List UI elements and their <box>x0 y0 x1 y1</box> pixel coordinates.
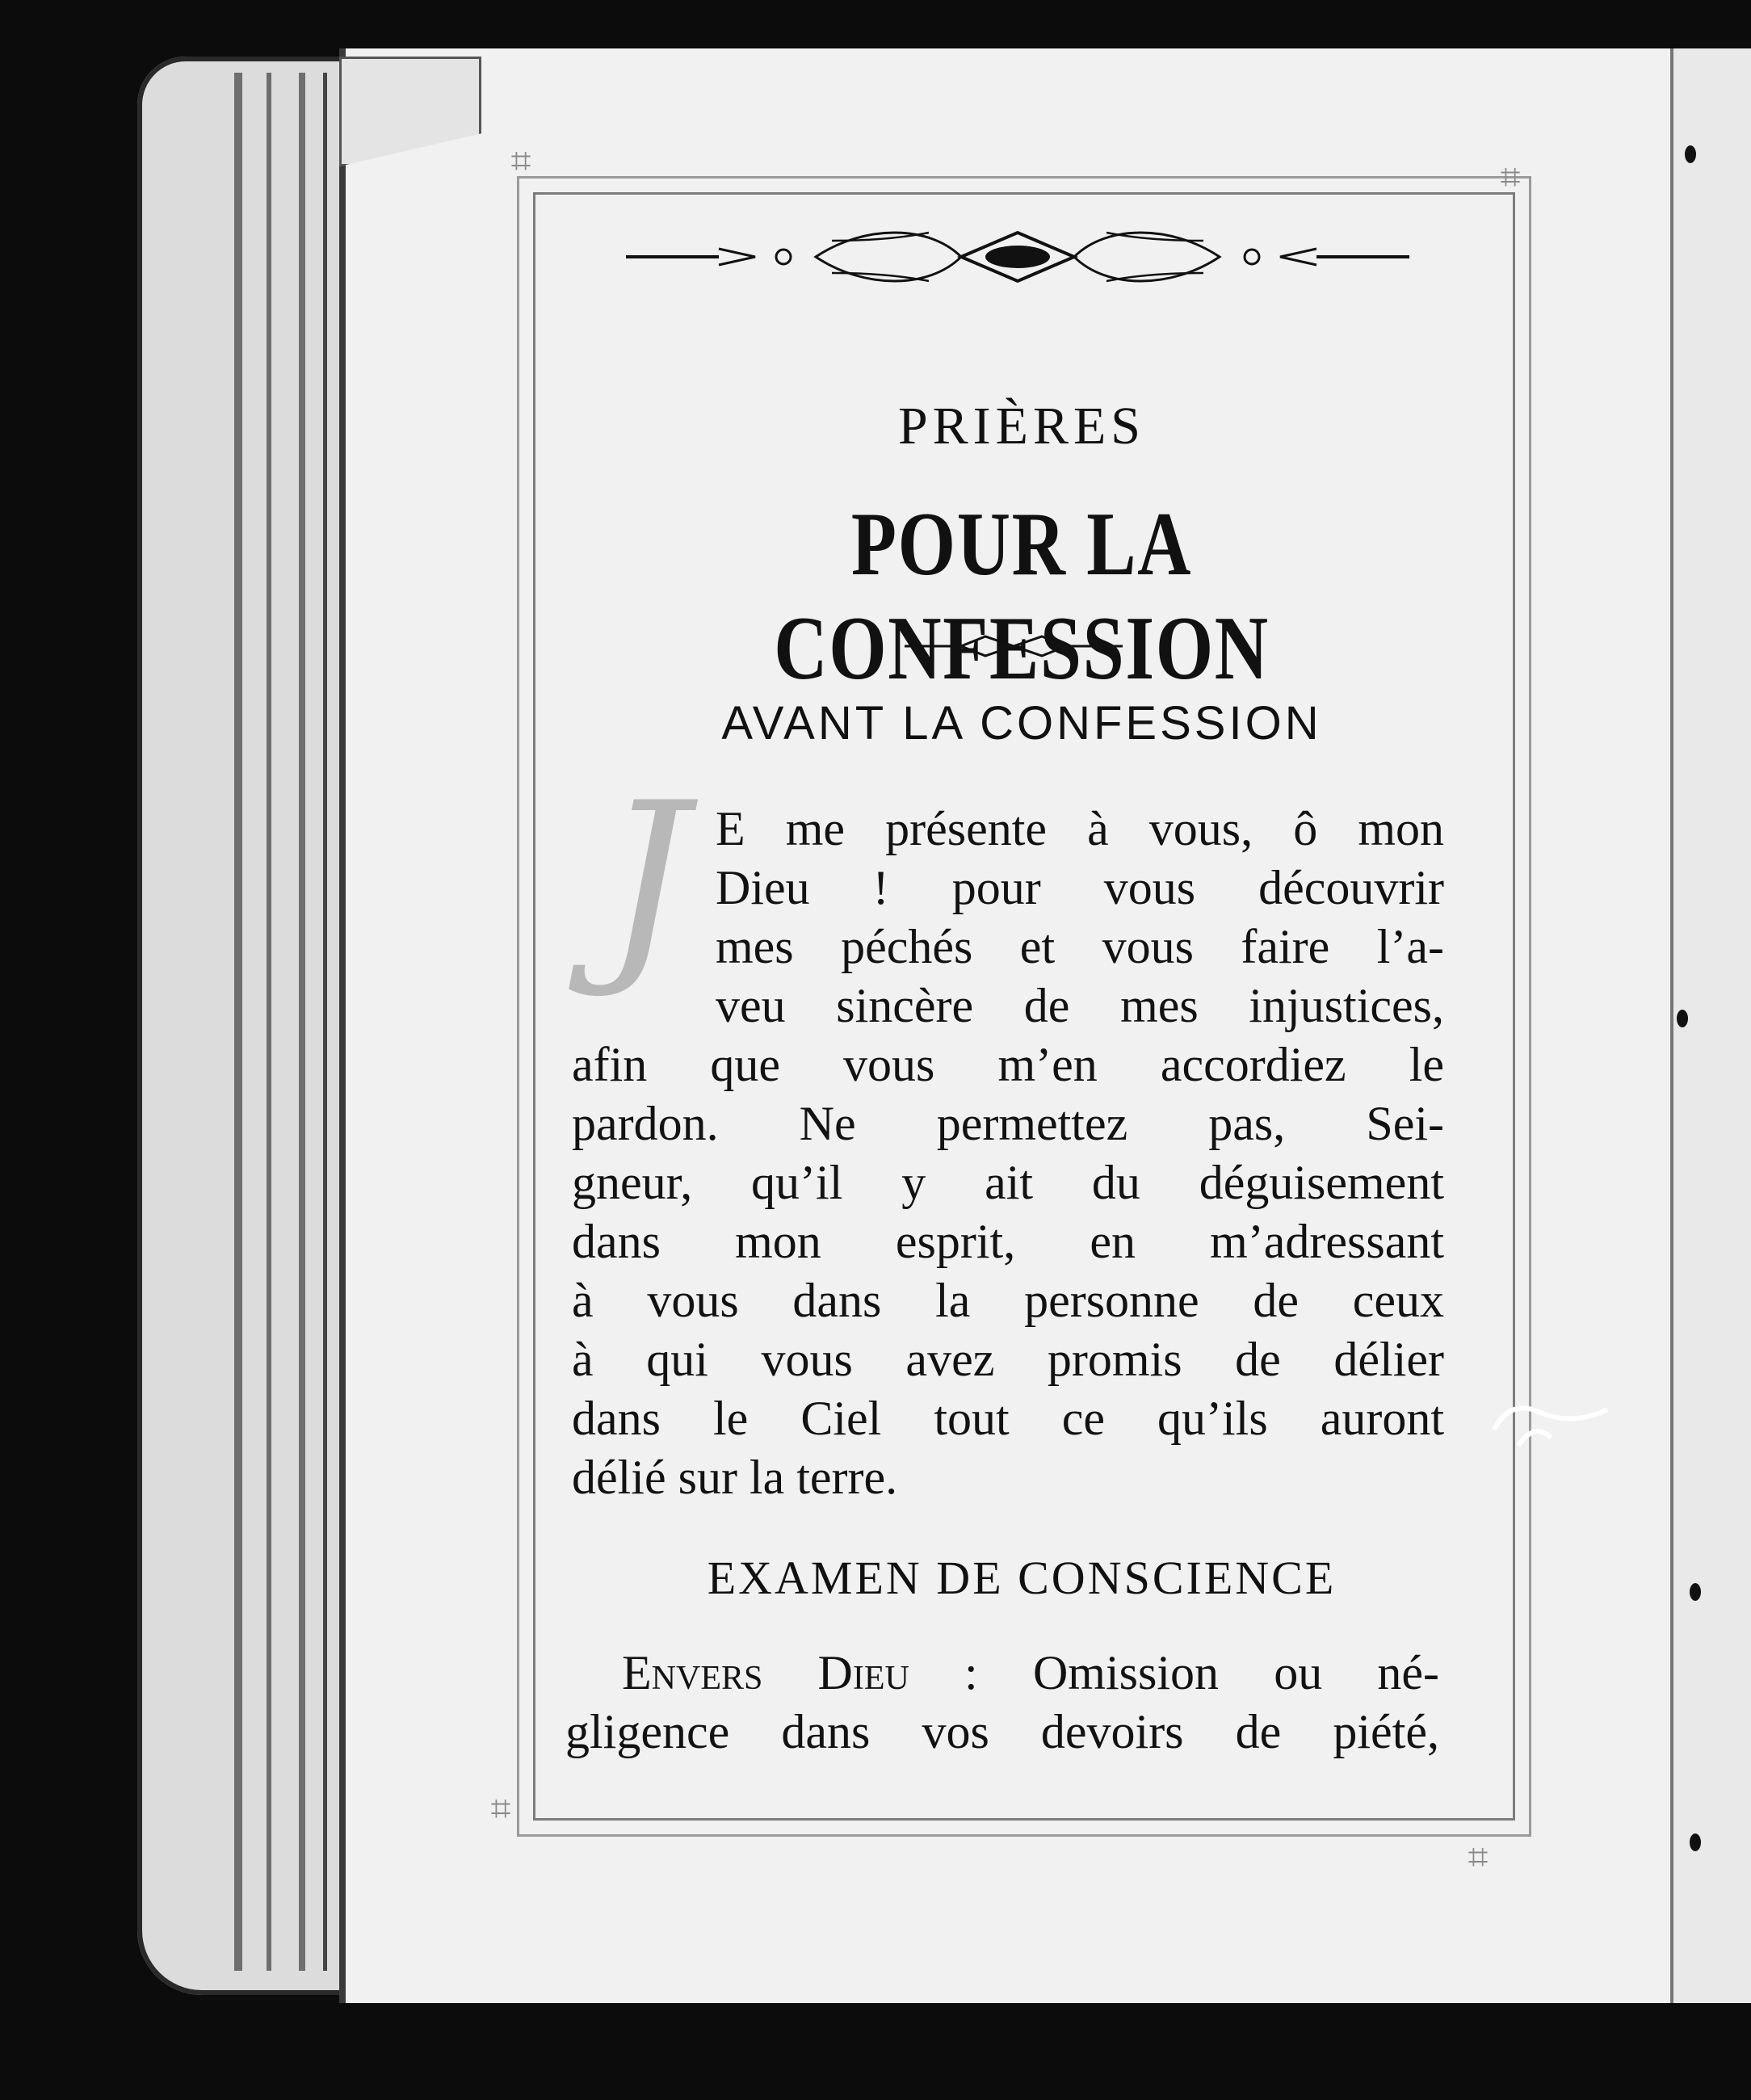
binding-hole-icon <box>1677 1010 1688 1027</box>
text-line: pardon. Ne permettez pas, Sei- <box>572 1097 1444 1150</box>
prayer-paragraph <box>572 800 1444 1507</box>
text-line <box>565 1644 1439 1703</box>
lead-in: Envers Dieu : <box>622 1646 978 1699</box>
text-line: délié sur la terre. <box>572 1451 898 1504</box>
binding-hole-icon <box>1685 145 1696 163</box>
text-line: mes péchés et vous faire l’a- <box>716 920 1444 973</box>
binding-hole-icon <box>1690 1583 1701 1601</box>
text-line: gneur, qu’il y ait du déguisement <box>572 1156 1444 1209</box>
drop-cap-initial: J <box>603 758 689 1002</box>
text-line: dans le Ciel tout ce qu’ils auront <box>572 1392 1444 1445</box>
text-line: afin que vous m’en accordiez le <box>572 1038 1444 1091</box>
heading: PRIÈRES <box>897 397 1146 456</box>
text-line: gligence dans vos devoirs de piété, <box>565 1705 1439 1758</box>
text-fragment: Omission ou né- <box>1032 1646 1440 1699</box>
examen-title: EXAMEN DE CONSCIENCE <box>707 1552 1337 1604</box>
page-stack-edge <box>323 73 327 1971</box>
page-stack-edge <box>299 73 305 1971</box>
text-line: dans mon esprit, en m’adressant <box>572 1215 1444 1268</box>
greek-key-corner-icon: ⌗ <box>510 141 531 182</box>
scroll-ornament-icon <box>622 216 1413 297</box>
greek-key-corner-icon: ⌗ <box>1500 157 1521 198</box>
text-line: E me présente à vous, ô mon <box>716 802 1444 855</box>
text-line: à vous dans la personne de ceux <box>572 1274 1444 1327</box>
greek-key-corner-icon: ⌗ <box>1468 1837 1489 1878</box>
diamond-divider-icon <box>905 630 1123 662</box>
page-stack-edge <box>234 73 242 1971</box>
text-line: Dieu ! pour vous découvrir <box>716 861 1444 914</box>
page-title: POUR LA CONFESSION <box>774 494 1270 699</box>
ink-smudge-icon <box>1478 1381 1615 1462</box>
book-spine <box>1670 48 1751 2003</box>
binding-hole-icon <box>1690 1833 1701 1851</box>
page-stack-edge <box>267 73 271 1971</box>
text-line: veu sincère de mes injustices, <box>716 979 1444 1032</box>
section-title: AVANT LA CONFESSION <box>721 697 1322 750</box>
examen-paragraph <box>565 1644 1439 1762</box>
greek-key-corner-icon: ⌗ <box>490 1788 511 1829</box>
text-line: à qui vous avez promis de délier <box>572 1333 1444 1386</box>
